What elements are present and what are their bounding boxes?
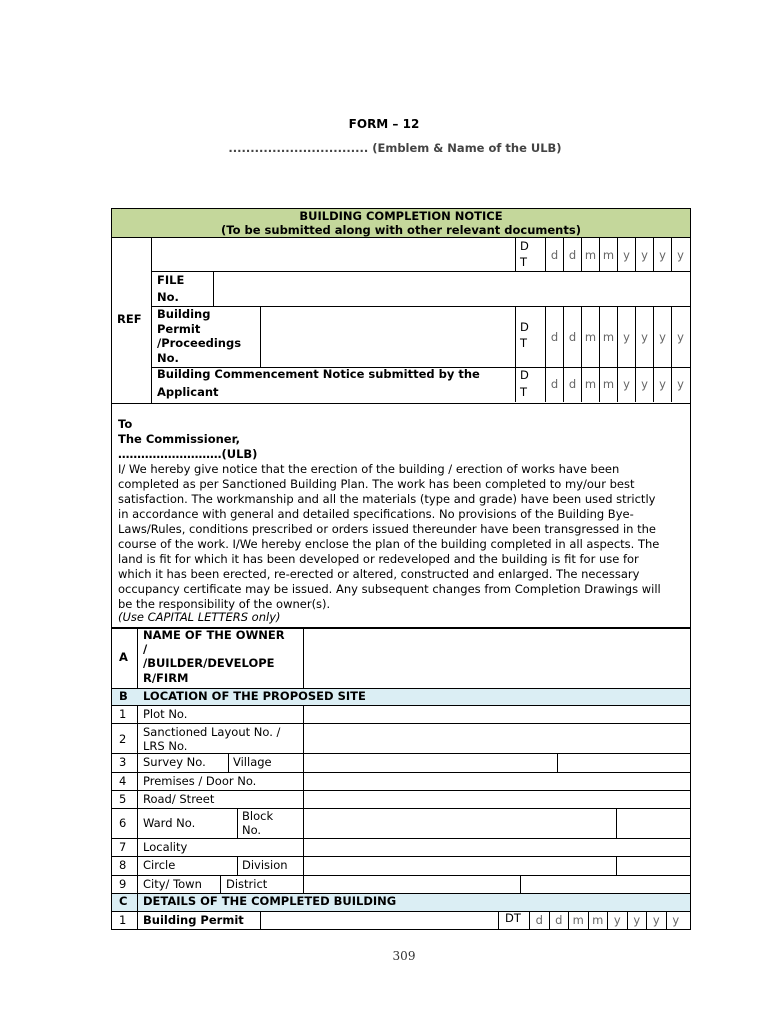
date-digit-cell[interactable]	[671, 306, 689, 367]
date-digit-cell[interactable]	[617, 367, 635, 402]
file-no-label: FILE	[157, 273, 185, 287]
capital-letters-note: (Use CAPITAL LETTERS only)	[118, 610, 281, 624]
date-placeholder-char: y	[623, 377, 630, 391]
date-digit-cell[interactable]	[529, 911, 549, 929]
letter-to: To	[118, 417, 133, 431]
ref-label: REF	[117, 312, 142, 326]
date-placeholder-char: y	[659, 248, 666, 262]
date-digit-cell[interactable]	[627, 911, 647, 929]
date-placeholder-char: y	[677, 248, 684, 262]
survey-no-field[interactable]	[304, 754, 556, 772]
section-b-title: LOCATION OF THE PROPOSED SITE	[143, 689, 366, 703]
date-placeholder-char: m	[592, 913, 604, 927]
date-placeholder-char: y	[677, 377, 684, 391]
date-placeholder-char: y	[641, 330, 648, 344]
plot-no-field[interactable]	[304, 706, 690, 723]
date-digit-cell[interactable]	[599, 367, 617, 402]
date-digit-cell[interactable]	[635, 237, 653, 271]
letter-body: I/ We hereby give notice that the erection of the building / erection of works have been completed as per Sanctioned Building Plan. The work has been completed to my/our best satisfaction. The workmanship and all the materials (type and grade) have been used strictly in accordance with general and detailed specifications. No provisions of the Building Bye- Laws/Rules, conditions prescribed or orders issued thereunder have been transgressed in the course of the work. I/We hereby enclose the plan of the building completed in all aspects. The land is fit for which it has been developed or redeveloped and the building is fit for use for which it has been erected, re-erected or altered, constructed and enlarged. The necessary occupancy certificate may be issued. Any subsequent changes from Completion Drawings will be the responsibility of the owner(s).	[118, 462, 661, 611]
date-digit-cell[interactable]	[545, 237, 563, 271]
date-placeholder-char: d	[535, 913, 543, 927]
emblem-line: ................................ (Emblem & Name of the ULB)	[228, 141, 562, 155]
date-digit-cell[interactable]	[563, 237, 581, 271]
date-placeholder-char: m	[602, 330, 615, 344]
date-placeholder-char: y	[659, 377, 666, 391]
date-digit-cell[interactable]	[581, 306, 599, 367]
circle-field[interactable]	[304, 857, 615, 875]
date-digit-cell[interactable]	[599, 306, 617, 367]
date-digit-cell[interactable]	[666, 911, 686, 929]
date-placeholder-char: y	[641, 248, 648, 262]
date-digit-cell[interactable]	[568, 911, 588, 929]
date-field-commencement[interactable]	[545, 367, 689, 402]
permit-no-field[interactable]	[261, 307, 514, 367]
date-digit-cell[interactable]	[671, 367, 689, 402]
date-digit-cell[interactable]	[563, 367, 581, 402]
section-c-title: DETAILS OF THE COMPLETED BUILDING	[143, 894, 397, 908]
date-placeholder-char: m	[584, 248, 597, 262]
letter-ulb: ………………………(ULB)	[118, 447, 258, 461]
file-no-field[interactable]	[214, 272, 690, 306]
date-placeholder-char: m	[602, 377, 615, 391]
date-placeholder-char: y	[633, 913, 641, 927]
date-digit-cell[interactable]	[599, 237, 617, 271]
date-placeholder-char: y	[659, 330, 666, 344]
date-placeholder-char: d	[568, 248, 577, 262]
door-no-field[interactable]	[304, 773, 690, 790]
date-placeholder-char: y	[641, 377, 648, 391]
date-placeholder-char: d	[568, 330, 577, 344]
date-digit-cell[interactable]	[545, 306, 563, 367]
date-placeholder-char: m	[584, 330, 597, 344]
date-digit-cell[interactable]	[653, 367, 671, 402]
layout-no-field[interactable]	[304, 724, 690, 753]
date-placeholder-char: y	[672, 913, 680, 927]
block-no-field[interactable]	[617, 809, 690, 838]
page-number: 309	[392, 949, 416, 963]
date-digit-cell[interactable]	[607, 911, 627, 929]
date-placeholder-char: d	[550, 377, 559, 391]
date-placeholder-char: m	[602, 248, 615, 262]
district-field[interactable]	[521, 876, 690, 893]
date-digit-cell[interactable]	[635, 367, 653, 402]
form-number-title: FORM – 12	[348, 117, 420, 131]
locality-field[interactable]	[304, 839, 690, 856]
date-digit-cell[interactable]	[581, 367, 599, 402]
date-digit-cell[interactable]	[671, 237, 689, 271]
road-street-field[interactable]	[304, 791, 690, 808]
form-subtitle: (To be submitted along with other relevant documents)	[221, 223, 581, 237]
letter-commissioner: The Commissioner,	[118, 432, 240, 446]
village-field[interactable]	[558, 754, 690, 772]
date-field-completed-permit[interactable]	[529, 911, 685, 929]
city-town-field[interactable]	[304, 876, 519, 893]
date-digit-cell[interactable]	[646, 911, 666, 929]
date-digit-cell[interactable]	[617, 237, 635, 271]
date-placeholder-char: d	[550, 248, 559, 262]
date-placeholder-char: d	[550, 330, 559, 344]
form-title: BUILDING COMPLETION NOTICE	[299, 209, 503, 223]
owner-name-field[interactable]	[304, 629, 690, 687]
date-digit-cell[interactable]	[588, 911, 608, 929]
date-placeholder-char: y	[677, 330, 684, 344]
date-digit-cell[interactable]	[581, 237, 599, 271]
date-field-top[interactable]	[545, 237, 689, 271]
date-placeholder-char: y	[652, 913, 660, 927]
date-placeholder-char: m	[584, 377, 597, 391]
date-placeholder-char: y	[613, 913, 621, 927]
date-field-permit[interactable]	[545, 306, 689, 367]
date-digit-cell[interactable]	[617, 306, 635, 367]
date-placeholder-char: y	[623, 248, 630, 262]
date-digit-cell[interactable]	[653, 237, 671, 271]
date-digit-cell[interactable]	[635, 306, 653, 367]
ward-no-field[interactable]	[304, 809, 615, 838]
date-digit-cell[interactable]	[545, 367, 563, 402]
date-digit-cell[interactable]	[653, 306, 671, 367]
date-placeholder-char: y	[623, 330, 630, 344]
date-placeholder-char: d	[568, 377, 577, 391]
completed-permit-field[interactable]	[261, 912, 498, 929]
date-placeholder-char: m	[572, 913, 584, 927]
division-field[interactable]	[617, 857, 690, 875]
date-placeholder-char: d	[555, 913, 563, 927]
date-digit-cell[interactable]	[563, 306, 581, 367]
date-digit-cell[interactable]	[549, 911, 569, 929]
